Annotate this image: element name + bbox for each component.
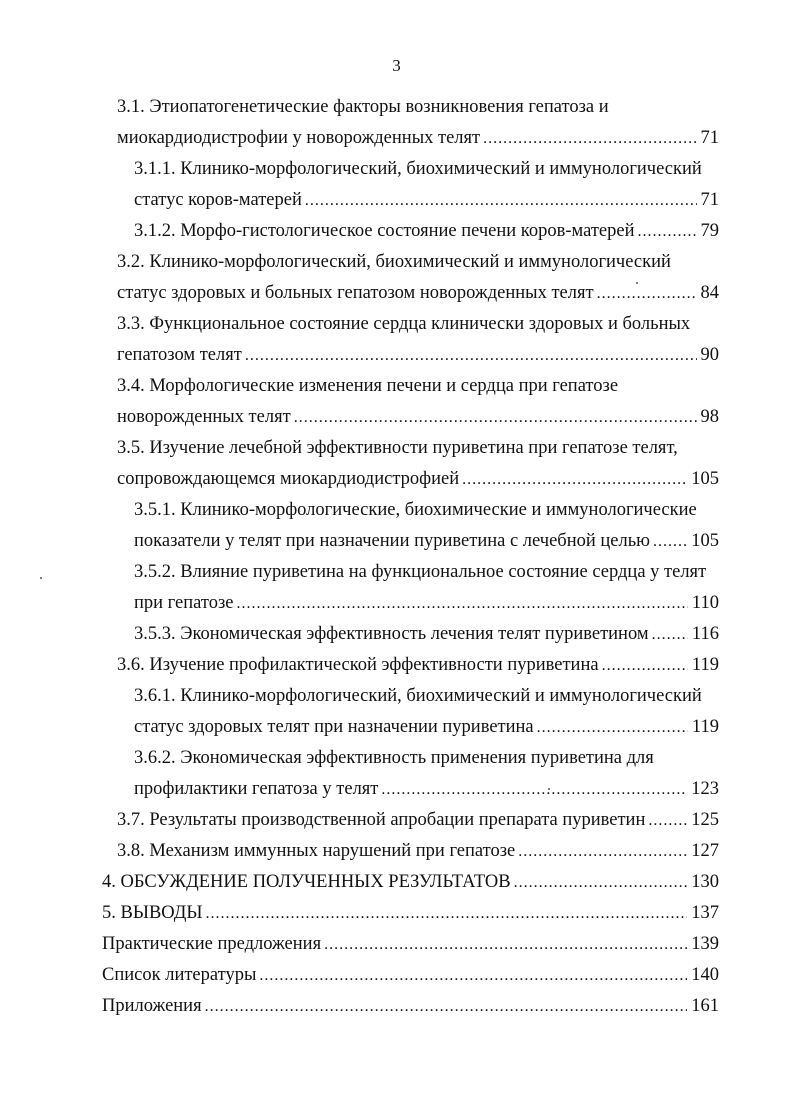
dot-leader — [652, 619, 688, 650]
toc-line — [134, 216, 719, 247]
toc-page-number: 105 — [691, 531, 719, 551]
toc-entry-text: при гепатозе — [134, 593, 234, 613]
toc-page-number: 137 — [691, 903, 719, 923]
dot-leader — [602, 650, 688, 681]
toc-line — [102, 898, 719, 929]
toc-page-number: 110 — [691, 593, 719, 613]
toc-entry-text: 3.3. Функциональное состояние сердца клинически здоровых и больных — [117, 314, 691, 334]
toc-page-number: 119 — [691, 655, 719, 675]
toc-page-number: 125 — [691, 810, 719, 830]
toc-entry-text: 3.7. Результаты производственной апробации препарата пуриветин — [117, 810, 646, 830]
page-number: 3 — [392, 56, 401, 75]
toc-entry-text: 3.5.2. Влияние пуриветина на функциональное состояние сердца у телят — [134, 562, 707, 582]
toc-entry-text: 3.6.1. Клинико-морфологический, биохимический и иммунологический — [134, 686, 702, 706]
toc-entry-text: статус здоровых и больных гепатозом новорожденных телят — [117, 283, 594, 303]
toc-entry-text: профилактики гепатоза у телят — [134, 779, 379, 799]
toc-entry-text: показатели у телят при назначении пуриветина с лечебной целью — [134, 531, 650, 551]
toc-line — [102, 929, 719, 960]
toc-line — [134, 712, 719, 743]
toc-line — [134, 774, 719, 805]
toc-entry-text: Список литературы — [102, 965, 257, 985]
toc-entry-text: новорожденных телят — [117, 407, 291, 427]
toc-entry-text: 5. ВЫВОДЫ — [102, 903, 203, 923]
toc-line — [102, 867, 719, 898]
scan-speck — [636, 282, 638, 284]
toc-entry-text: статус здоровых телят при назначении пуриветина — [134, 717, 534, 737]
toc-entry-text: сопровождающемся миокардиодистрофией — [117, 469, 460, 489]
toc-line — [134, 588, 719, 619]
dot-leader — [305, 185, 697, 216]
toc-page-number: 71 — [700, 128, 719, 148]
dot-leader — [236, 588, 687, 619]
toc-page-number: 119 — [691, 717, 719, 737]
toc-entry-text: 3.6.2. Экономическая эффективность применения пуриветина для — [134, 748, 654, 768]
toc-line — [117, 464, 719, 495]
toc-entry-text: 3.5. Изучение лечебной эффективности пуриветина при гепатозе телят, — [117, 438, 678, 458]
toc-entry-text: Практические предложения — [102, 934, 322, 954]
toc-line — [134, 619, 719, 650]
toc-line — [117, 836, 719, 867]
dot-leader — [637, 216, 696, 247]
dot-leader — [514, 867, 688, 898]
toc-line — [117, 92, 609, 123]
toc-line — [134, 526, 719, 557]
toc-line — [117, 805, 719, 836]
toc-line — [102, 960, 719, 991]
toc-entry-text: 3.1.1. Клинико-морфологический, биохимический и иммунологический — [134, 159, 702, 179]
toc-line — [117, 278, 719, 309]
toc-entry-text: 3.6. Изучение профилактической эффективности пуриветина — [117, 655, 599, 675]
toc-page-number: 139 — [691, 934, 719, 954]
toc-page-number: 123 — [691, 779, 719, 799]
dot-leader — [483, 123, 696, 154]
toc-line — [117, 247, 671, 278]
toc-line — [117, 309, 690, 340]
toc-page-number: 105 — [691, 469, 719, 489]
toc-page-number: 90 — [700, 345, 719, 365]
toc-line — [134, 557, 706, 588]
toc-entry-text: 4. ОБСУЖДЕНИЕ ПОЛУЧЕННЫХ РЕЗУЛЬТАТОВ — [102, 872, 511, 892]
toc-line — [117, 402, 719, 433]
toc-entry-text: 3.5.3. Экономическая эффективность лечения телят пуриветином — [134, 624, 649, 644]
toc-entry-text: 3.1. Этиопатогенетические факторы возникновения гепатоза и — [117, 97, 609, 117]
dot-leader — [245, 340, 697, 371]
toc-entry-text: статус коров-матерей — [134, 190, 302, 210]
dot-leader — [205, 991, 688, 1022]
toc-page-number: 98 — [700, 407, 719, 427]
dot-leader — [648, 805, 687, 836]
dot-leader — [597, 278, 697, 309]
toc-entry-text: 3.1.2. Морфо-гистологическое состояние печени коров-матерей — [134, 221, 635, 241]
dot-leader — [518, 836, 687, 867]
dot-leader — [653, 526, 687, 557]
toc-line — [102, 991, 719, 1022]
toc-page-number: 84 — [700, 283, 719, 303]
dot-leader — [462, 464, 687, 495]
dot-leader — [324, 929, 687, 960]
toc-page-number: 116 — [691, 624, 719, 644]
toc-line — [117, 433, 678, 464]
dot-leader — [537, 712, 688, 743]
dot-leader — [206, 898, 688, 929]
toc-entry-text: 3.5.1. Клинико-морфологические, биохимические и иммунологические — [134, 500, 697, 520]
scan-speck — [40, 577, 42, 579]
toc-entry-text: 3.2. Клинико-морфологический, биохимический и иммунологический — [117, 252, 671, 272]
toc-line — [134, 185, 719, 216]
toc-page-number: 79 — [700, 221, 719, 241]
toc-line — [134, 743, 654, 774]
dot-leader — [381, 774, 687, 805]
toc-line — [117, 371, 618, 402]
toc-page-number: 140 — [691, 965, 719, 985]
toc-line — [134, 154, 702, 185]
toc-entry-text: гепатозом телят — [117, 345, 242, 365]
toc-entry-text: Приложения — [102, 996, 202, 1016]
toc-page-number: 161 — [691, 996, 719, 1016]
toc-entry-text: 3.4. Морфологические изменения печени и сердца при гепатозе — [117, 376, 619, 396]
toc-page-number: 130 — [691, 872, 719, 892]
toc-line — [117, 123, 719, 154]
toc-line — [134, 681, 702, 712]
dot-leader — [259, 960, 687, 991]
toc-entry-text: 3.8. Механизм иммунных нарушений при гепатозе — [117, 841, 516, 861]
toc-page-number: 71 — [700, 190, 719, 210]
dot-leader — [294, 402, 697, 433]
toc-entry-text: миокардиодистрофии у новорожденных телят — [117, 128, 481, 148]
scan-speck — [548, 788, 550, 790]
toc-page-number: 127 — [691, 841, 719, 861]
toc-line — [117, 340, 719, 371]
toc-line — [134, 495, 697, 526]
toc-line — [117, 650, 719, 681]
